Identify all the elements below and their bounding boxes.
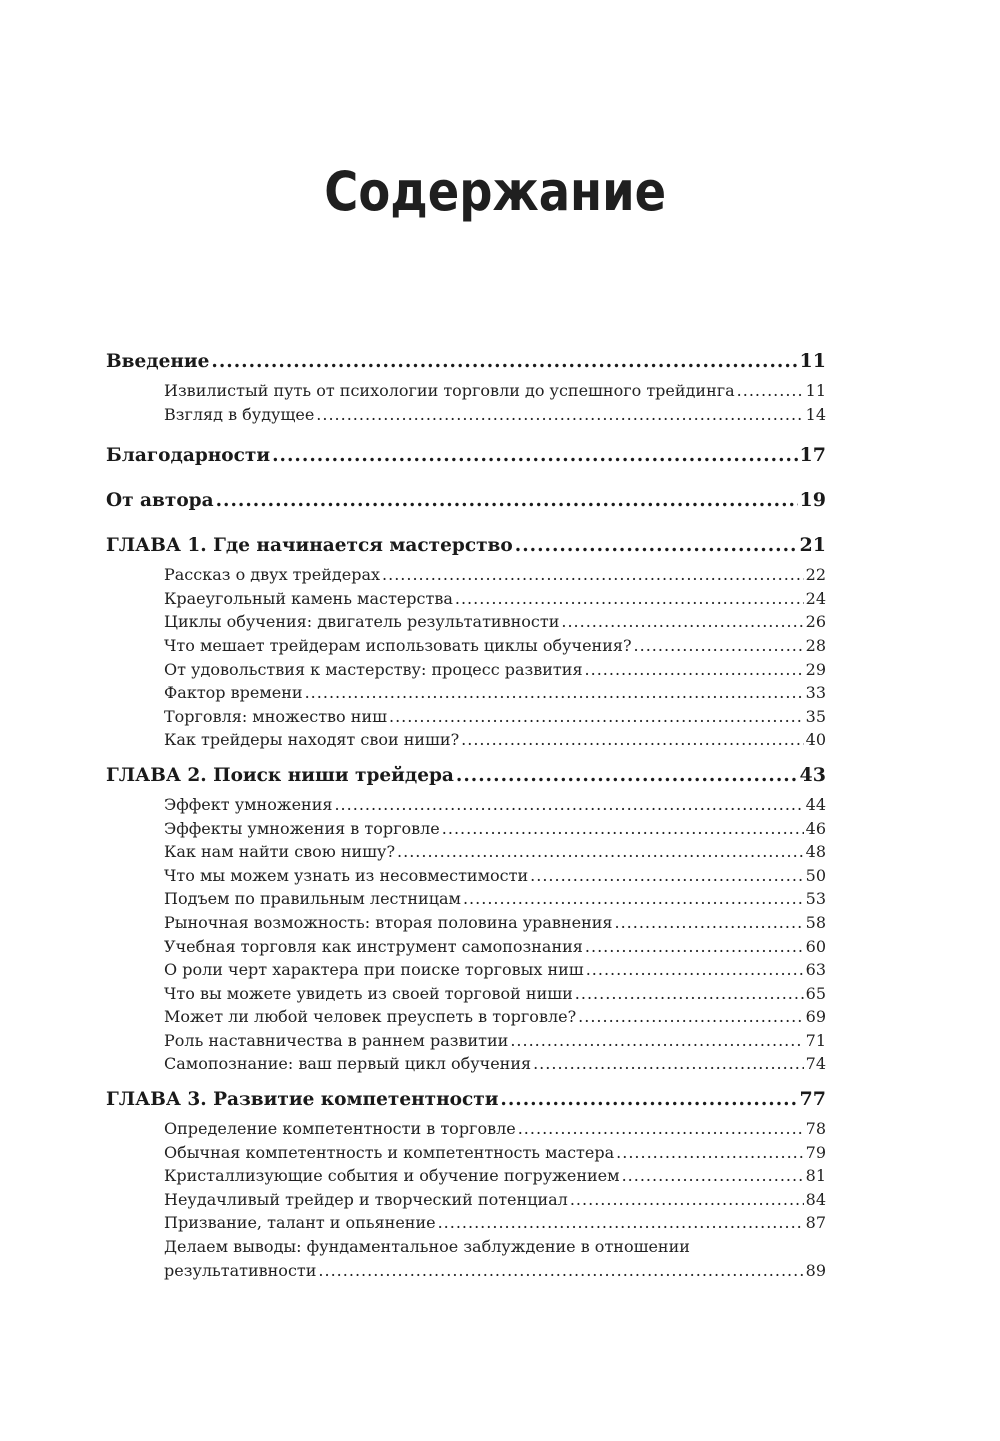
leader-dots — [455, 587, 804, 611]
leader-dots — [389, 705, 804, 729]
toc-entry-page: 58 — [805, 912, 826, 932]
toc-entry-page: 81 — [805, 1166, 826, 1186]
toc-entry-sub[interactable] — [106, 1188, 826, 1212]
leader-dots — [316, 403, 803, 427]
toc-entry-page: 28 — [805, 635, 826, 655]
toc-entry-title: Как нам найти свою нишу? — [164, 842, 396, 862]
toc-entry-page: 46 — [805, 818, 826, 838]
toc-entry-title: Фактор времени — [164, 683, 303, 703]
toc-entry-sub[interactable] — [106, 982, 826, 1006]
toc-entry-title: О роли черт характера при поиске торговых ниш — [164, 960, 584, 980]
leader-dots — [586, 958, 804, 982]
toc-entry-title: Как трейдеры находят свои ниши? — [164, 730, 460, 750]
toc-entry-title: Введение — [106, 351, 210, 372]
toc-entry-title: От удовольствия к мастерству: процесс развития — [164, 659, 583, 679]
toc-entry-sub-line1[interactable] — [106, 1235, 826, 1259]
leader-dots — [518, 1117, 804, 1141]
toc-entry-sub[interactable] — [106, 911, 826, 935]
toc-entry-page: 11 — [799, 350, 826, 372]
toc-entry-page: 17 — [799, 444, 826, 467]
toc-entry-major[interactable] — [106, 489, 826, 512]
toc-entry-page: 43 — [799, 763, 826, 786]
toc-entry-page: 22 — [805, 565, 826, 585]
toc-entry-sub-line2[interactable] — [106, 1259, 826, 1283]
toc-entry-title: Самопознание: ваш первый цикл обучения — [164, 1054, 532, 1074]
toc-entry-sub[interactable] — [106, 1117, 826, 1141]
leader-dots — [622, 1164, 804, 1188]
leader-dots — [318, 1259, 803, 1283]
leader-dots — [216, 489, 798, 512]
leader-dots — [634, 634, 804, 658]
toc-entry-page: 40 — [805, 730, 826, 750]
toc-entry-sub[interactable] — [106, 864, 826, 888]
toc-entry-title: Кристаллизующие события и обучение погружением — [164, 1166, 620, 1186]
leader-dots — [614, 911, 803, 935]
leader-dots — [334, 793, 803, 817]
toc-entry-title: Обычная компетентность и компетентность мастера — [164, 1142, 615, 1162]
toc-entry-title: ГЛАВА 3. Развитие компетентности — [106, 1089, 499, 1111]
leader-dots — [272, 444, 797, 467]
leader-dots — [578, 1005, 803, 1029]
toc-entry-page: 44 — [805, 794, 826, 814]
toc-entry-page: 29 — [805, 659, 826, 679]
toc-entry-page: 48 — [805, 842, 826, 862]
leader-dots — [382, 563, 804, 587]
leader-dots — [530, 864, 803, 888]
toc-entry-sub[interactable] — [106, 958, 826, 982]
toc-entry-title: От автора — [106, 490, 214, 512]
leader-dots — [585, 935, 804, 959]
toc-entry-sub[interactable] — [106, 634, 826, 658]
toc-entry-title: Эффекты умножения в торговле — [164, 818, 440, 838]
toc-entry-page: 60 — [805, 936, 826, 956]
toc-entry-sub[interactable] — [106, 1141, 826, 1165]
toc-entry-title: Торговля: множество ниш — [164, 706, 387, 726]
toc-entry-page: 78 — [805, 1119, 826, 1139]
toc-entry-page: 19 — [799, 489, 826, 512]
toc-entry-title: Благодарности — [106, 445, 271, 467]
toc-entry-sub[interactable] — [106, 379, 826, 403]
toc-entry-title: Что мы можем узнать из несовместимости — [164, 865, 529, 885]
table-of-contents — [106, 350, 826, 1282]
toc-entry-sub[interactable] — [106, 705, 826, 729]
leader-dots — [585, 658, 804, 682]
leader-dots — [570, 1188, 804, 1212]
toc-entry-page: 89 — [805, 1260, 826, 1280]
toc-entry-title: ГЛАВА 1. Где начинается мастерство — [106, 535, 513, 557]
toc-entry-title: Подъем по правильным лестницам — [164, 889, 461, 909]
toc-entry-page: 24 — [805, 588, 826, 608]
leader-dots — [533, 1052, 804, 1076]
toc-entry-page: 65 — [805, 983, 826, 1003]
leader-dots — [500, 1088, 797, 1111]
toc-entry-title: Эффект умножения — [164, 794, 333, 814]
toc-entry-title: Роль наставничества в раннем развитии — [164, 1030, 509, 1050]
toc-entry-sub[interactable] — [106, 610, 826, 634]
toc-entry-page: 21 — [799, 534, 826, 557]
toc-entry-title: Краеугольный камень мастерства — [164, 588, 453, 608]
toc-entry-sub[interactable] — [106, 793, 826, 817]
toc-entry-page: 77 — [799, 1088, 826, 1111]
toc-entry-page: 14 — [805, 404, 826, 424]
toc-entry-page: 50 — [805, 865, 826, 885]
toc-entry-sub[interactable] — [106, 1164, 826, 1188]
toc-entry-sub[interactable] — [106, 1211, 826, 1235]
toc-entry-sub[interactable] — [106, 658, 826, 682]
toc-entry-sub[interactable] — [106, 817, 826, 841]
leader-dots — [575, 982, 804, 1006]
toc-entry-sub[interactable] — [106, 563, 826, 587]
toc-entry-sub[interactable] — [106, 935, 826, 959]
toc-entry-title: Может ли любой человек преуспеть в торговле? — [164, 1007, 577, 1027]
toc-entry-title: Рыночная возможность: вторая половина уравнения — [164, 912, 613, 932]
leader-dots — [515, 534, 798, 557]
leader-dots — [616, 1141, 803, 1165]
toc-entry-title: Учебная торговля как инструмент самопознания — [164, 936, 583, 956]
toc-entry-title: Неудачливый трейдер и творческий потенциал — [164, 1189, 568, 1209]
toc-entry-title: Рассказ о двух трейдерах — [164, 565, 381, 585]
toc-entry-page: 87 — [805, 1213, 826, 1233]
toc-entry-sub[interactable] — [106, 1005, 826, 1029]
toc-entry-page: 26 — [805, 612, 826, 632]
toc-entry-sub[interactable] — [106, 728, 826, 752]
toc-entry-page: 35 — [805, 706, 826, 726]
leader-dots — [463, 887, 804, 911]
toc-entry-page: 69 — [805, 1007, 826, 1027]
toc-entry-chapter[interactable] — [106, 764, 826, 787]
toc-entry-title: Взгляд в будущее — [164, 404, 315, 424]
toc-entry-title-continued: результативности — [164, 1260, 317, 1280]
toc-entry-page: 53 — [805, 889, 826, 909]
toc-entry-major[interactable] — [106, 350, 826, 373]
toc-entry-title: Делаем выводы: фундаментальное заблуждение в отношении — [164, 1237, 690, 1257]
toc-entry-page: 33 — [805, 683, 826, 703]
leader-dots — [438, 1211, 804, 1235]
toc-entry-title: Призвание, талант и опьянение — [164, 1213, 436, 1233]
leader-dots — [305, 681, 804, 705]
toc-entry-title: Что мешает трейдерам использовать циклы обучения? — [164, 635, 632, 655]
toc-entry-page: 71 — [805, 1030, 826, 1050]
page-title: Содержание — [324, 160, 667, 223]
toc-entry-page: 74 — [805, 1054, 826, 1074]
toc-entry-sub[interactable] — [106, 403, 826, 427]
toc-entry-sub[interactable] — [106, 1029, 826, 1053]
toc-entry-page: 79 — [805, 1142, 826, 1162]
toc-entry-title: Определение компетентности в торговле — [164, 1119, 516, 1139]
leader-dots — [442, 817, 804, 841]
toc-entry-sub[interactable] — [106, 840, 826, 864]
toc-entry-title: ГЛАВА 2. Поиск ниши трейдера — [106, 764, 454, 786]
toc-entry-sub[interactable] — [106, 887, 826, 911]
toc-entry-chapter[interactable] — [106, 1088, 826, 1111]
toc-entry-sub[interactable] — [106, 1052, 826, 1076]
leader-dots — [510, 1029, 803, 1053]
leader-dots — [397, 840, 804, 864]
toc-entry-chapter[interactable] — [106, 534, 826, 557]
toc-entry-sub[interactable] — [106, 681, 826, 705]
toc-entry-page: 84 — [805, 1189, 826, 1209]
toc-entry-page: 11 — [805, 381, 826, 400]
leader-dots — [461, 728, 803, 752]
toc-entry-title: Извилистый путь от психологии торговли до успешного трейдинга — [164, 381, 735, 400]
toc-entry-title: Что вы можете увидеть из своей торговой ниши — [164, 983, 573, 1003]
toc-entry-sub[interactable] — [106, 587, 826, 611]
leader-dots — [561, 610, 803, 634]
leader-dots — [737, 379, 804, 403]
toc-entry-title: Циклы обучения: двигатель результативности — [164, 612, 560, 632]
toc-entry-page: 63 — [805, 960, 826, 980]
leader-dots — [211, 350, 797, 373]
toc-entry-major[interactable] — [106, 444, 826, 467]
leader-dots — [456, 764, 798, 787]
